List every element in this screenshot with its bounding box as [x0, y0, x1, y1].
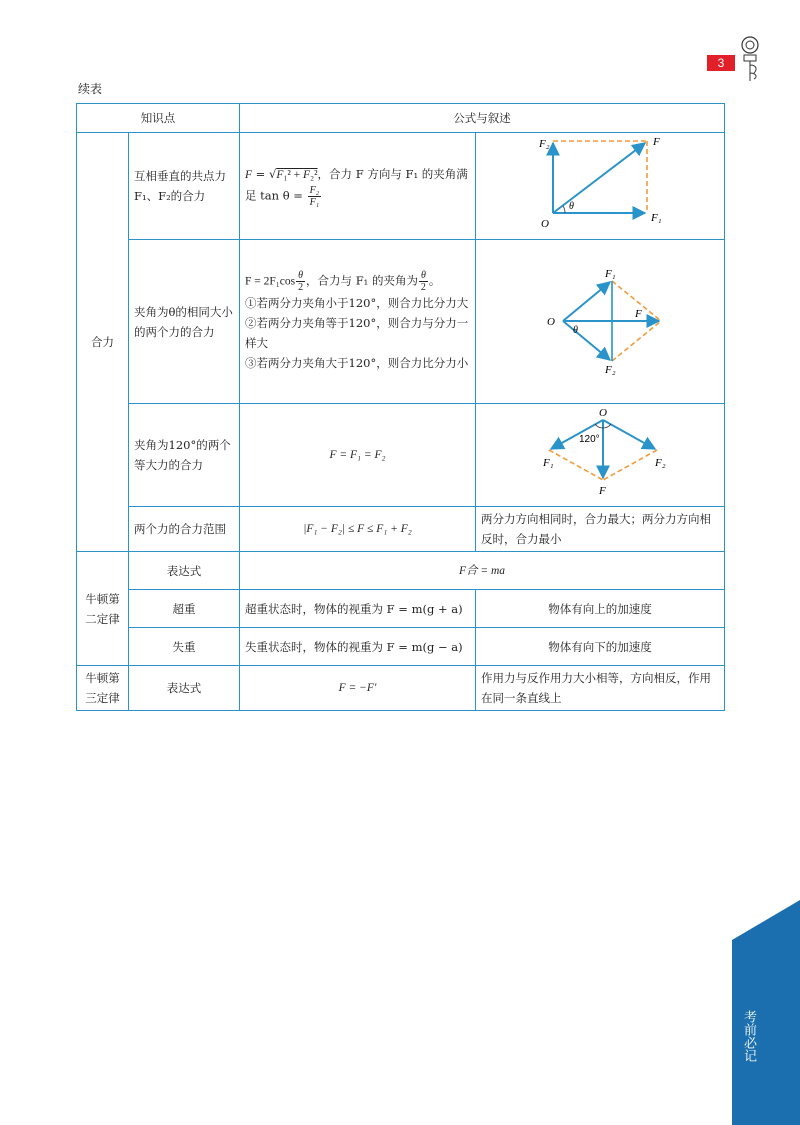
desc-cell: 物体有向上的加速度	[476, 590, 725, 628]
table-row	[77, 507, 725, 552]
lightbulb-icon	[738, 35, 762, 83]
label-o: O	[599, 407, 607, 419]
formula-cell: 超重状态时，物体的视重为 F = m(g + a)	[240, 590, 476, 628]
row-label: 超重	[129, 590, 240, 628]
desc-cell: 作用力与反作用力大小相等，方向相反，作用在同一条直线上	[476, 666, 725, 711]
formula-cell: F合 = ma	[240, 552, 725, 590]
row-label: 失重	[129, 628, 240, 666]
side-tab-label: 考前必记	[741, 1010, 756, 1062]
formula-cell: F = −F′	[240, 666, 476, 711]
label-theta: θ	[569, 201, 574, 212]
table-row	[77, 240, 725, 404]
label-f: F	[635, 307, 642, 320]
figure-cell	[476, 240, 725, 404]
row-label: 夹角为120°的两个等大力的合力	[129, 404, 240, 507]
row-label: 表达式	[129, 552, 240, 590]
label-f: F	[653, 136, 660, 148]
table-row	[77, 590, 725, 628]
formula-cell: F = √F₁² + F₂²，合力 F 方向与 F₁ 的夹角满足 tan θ = $\frac{\text{F₂}}{\text{F₁}}$	[240, 133, 476, 240]
label-f2: F₂	[605, 363, 616, 376]
table-row	[77, 666, 725, 711]
label-f2: F₂	[655, 457, 666, 469]
row-label: 互相垂直的共点力F₁、F₂的合力	[129, 133, 240, 240]
group-resultant: 合力	[77, 133, 129, 552]
rhombus-force-diagram	[481, 267, 719, 376]
label-f2: F₂	[539, 138, 550, 150]
formula-main: F = 2F₁cos	[245, 275, 296, 288]
label-f1: F₁	[651, 212, 662, 224]
table-row	[77, 404, 725, 507]
120-degree-force-diagram	[481, 406, 719, 498]
formula-cell: F = 2F₁cos $\frac{\theta}{2}$ ，合力与 F₁ 的夹角为 $\frac{\theta}{2}$ 。 ①若两分力夹角小于120°，则合力比分力大 ②若两分力夹角等于120°，则合力与分力一样大 ③若两分力夹角大于120°，则合力比分力小	[240, 240, 476, 404]
formula-cell: |F₁ − F₂| ≤ F ≤ F₁ + F₂	[240, 507, 476, 552]
formula-tail: ，合力与 F₁ 的夹角为	[306, 273, 418, 288]
knowledge-table	[76, 103, 725, 711]
row-label: 表达式	[129, 666, 240, 711]
condition-3: ③若两分力夹角大于120°，则合力比分力小	[245, 356, 469, 370]
condition-1: ①若两分力夹角小于120°，则合力比分力大	[245, 296, 469, 310]
table-header	[77, 104, 725, 133]
formula-cell: F = F₁ = F₂	[240, 404, 476, 507]
label-o: O	[547, 315, 555, 328]
label-theta: θ	[573, 324, 578, 336]
figure-cell	[476, 404, 725, 507]
row-label: 两个力的合力范围	[129, 507, 240, 552]
label-f1: F₁	[605, 267, 616, 280]
formula-cell: 失重状态时，物体的视重为 F = m(g − a)	[240, 628, 476, 666]
label-f1: F₁	[543, 457, 554, 469]
row-label: 夹角为θ的相同大小的两个力的合力	[129, 240, 240, 404]
desc-cell: 物体有向下的加速度	[476, 628, 725, 666]
label-angle: 120°	[579, 434, 600, 445]
rectangle-force-diagram	[481, 135, 719, 231]
condition-2: ②若两分力夹角等于120°，则合力与分力一样大	[245, 316, 469, 350]
group-newton3: 牛顿第三定律	[77, 666, 129, 711]
figure-cell	[476, 133, 725, 240]
page-number: 3	[707, 55, 735, 71]
group-newton2: 牛顿第二定律	[77, 552, 129, 666]
header-formula: 公式与叙述	[240, 104, 725, 133]
label-f: F	[599, 485, 606, 497]
header-knowledge: 知识点	[77, 104, 240, 133]
table-row	[77, 552, 725, 590]
table-row	[77, 628, 725, 666]
continued-label: 续表	[78, 82, 103, 96]
table-row	[77, 133, 725, 240]
desc-cell: 两分力方向相同时，合力最大；两分力方向相反时，合力最小	[476, 507, 725, 552]
formula-text: ，合力 F 方向与 F₁ 的夹角满足 tan θ =	[245, 167, 468, 203]
label-o: O	[541, 218, 549, 230]
